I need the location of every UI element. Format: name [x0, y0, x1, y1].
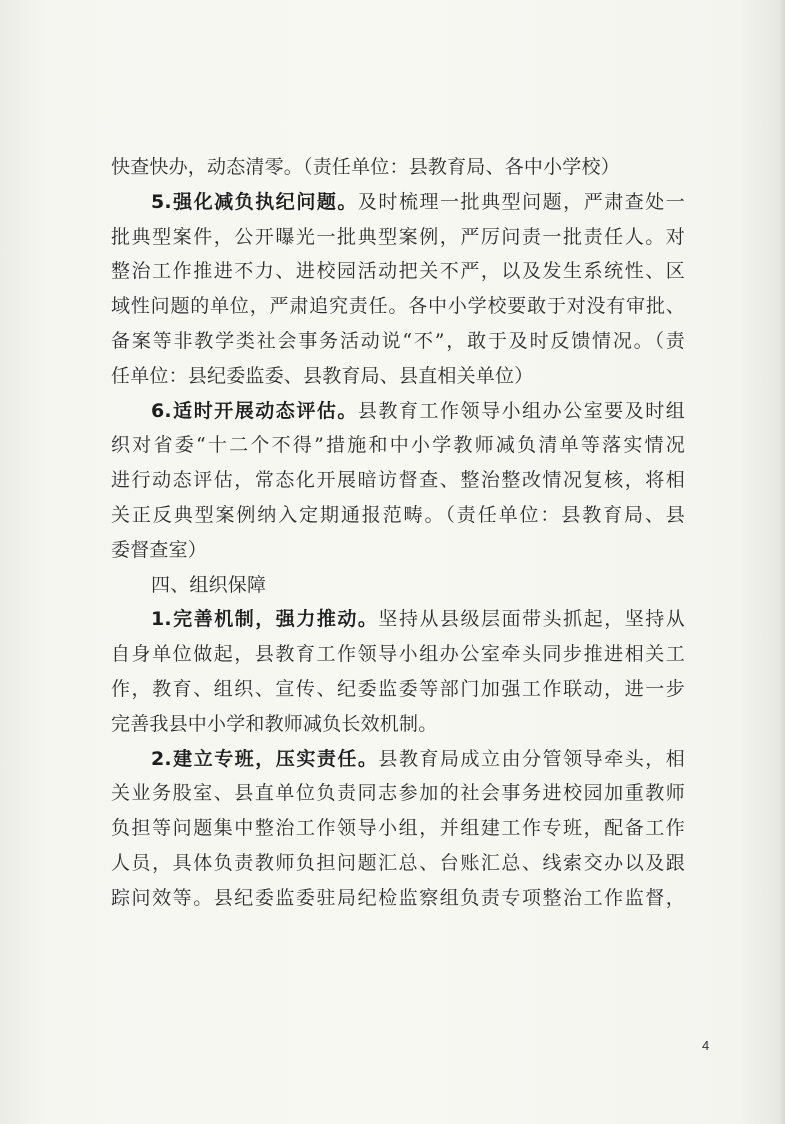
paragraph-heading: 5.强化减负执纪问题。 [151, 190, 358, 213]
text-line: 自身单位做起，县教育工作领导小组办公室牵头同步推进相关工 [111, 643, 685, 666]
text-line: 县教育工作领导小组办公室要及时组 [357, 399, 686, 422]
text-line: 作，教育、组织、宣传、纪委监委等部门加强工作联动，进一步 [111, 677, 685, 700]
text-line: 人员，具体负责教师负担问题汇总、台账汇总、线索交办以及跟 [111, 851, 685, 874]
text-line: 关业务股室、县直单位负责同志参加的社会事务进校园加重教师 [111, 782, 685, 805]
text-line: 关正反典型案例纳入定期通报范畴。（责任单位：县教育局、县 [111, 503, 685, 526]
page-number: 4 [702, 1038, 710, 1053]
paragraph-first-line [111, 602, 685, 637]
paragraph-heading: 1.完善机制，强力推动。 [151, 608, 379, 631]
text-line: 县教育局成立由分管领导牵头，相 [378, 747, 685, 770]
text-line: 快查快办，动态清零。（责任单位：县教育局、各中小学校） [111, 156, 620, 178]
text-line: 及时梳理一批典型问题，严肃查处一 [357, 190, 686, 213]
section-heading: 四、组织保障 [151, 573, 267, 596]
page-edge-shadow [779, 0, 785, 1124]
text-line: 进行动态评估，常态化开展暗访督查、整治整改情况复核，将相 [111, 469, 685, 492]
text-line: 批典型案件，公开曝光一批典型案例，严厉问责一批责任人。对 [111, 225, 685, 248]
paragraph-first-line [111, 185, 685, 220]
text-line: 负担等问题集中整治工作领导小组，并组建工作专班，配备工作 [111, 817, 685, 840]
body-text [111, 150, 685, 916]
paragraph-heading: 2.建立专班，压实责任。 [151, 747, 379, 770]
text-line: 备案等非教学类社会事务活动说“不”，敢于及时反馈情况。（责 [111, 329, 685, 352]
text-line: 踪问效等。县纪委监委驻局纪检监察组负责专项整治工作监督， [111, 886, 685, 909]
text-line: 域性问题的单位，严肃追究责任。各中小学校要敢于对没有审批、 [111, 295, 685, 318]
text-line: 坚持从县级层面带头抓起，坚持从 [378, 608, 685, 631]
text-line: 委督查室） [111, 538, 208, 561]
text-line: 完善我县中小学和教师减负长效机制。 [111, 712, 438, 735]
text-line: 任单位：县纪委监委、县教育局、县直相关单位） [111, 364, 534, 387]
paragraph-first-line [111, 742, 685, 777]
paragraph-first-line [111, 394, 685, 429]
paragraph-heading: 6.适时开展动态评估。 [151, 399, 358, 422]
text-line: 整治工作推进不力、进校园活动把关不严，以及发生系统性、区 [111, 260, 685, 283]
text-line: 织对省委“十二个不得”措施和中小学教师减负清单等落实情况 [111, 434, 685, 457]
